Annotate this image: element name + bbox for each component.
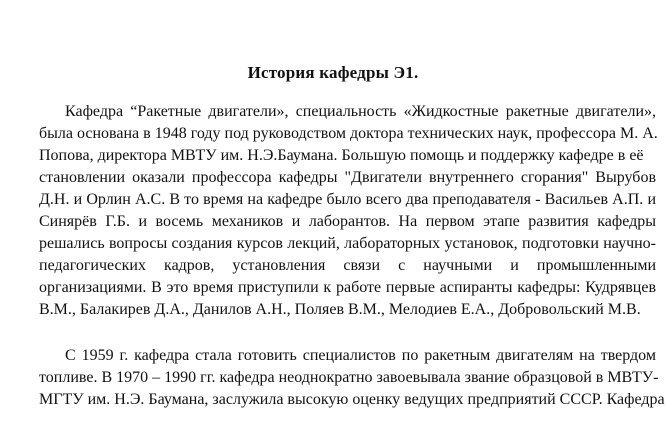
paragraph-2-line-1: С 1959 г. кафедра стала готовить специалистов по ракетным двигателям на твердом xyxy=(65,347,656,364)
paragraph-1-line-5: Д.Н. и Орлин А.С. В то время на кафедре было всего два преподавателя - Васильев А.П. и xyxy=(39,191,656,208)
paragraph-1-line-4: становлении оказали профессора кафедры "Двигатели внутреннего сгорания" Вырубов xyxy=(39,169,656,186)
paragraph-1-line-7: решались вопросы создания курсов лекций, лабораторных установок, подготовки научно- xyxy=(39,235,656,252)
paragraph-1-line-1: Кафедра “Ракетные двигатели», специальность «Жидкостные ракетные двигатели», xyxy=(65,103,656,120)
paragraph-1-line-6: Синярёв Г.Б. и восемь механиков и лаборантов. На первом этапе развития кафедры xyxy=(39,213,656,230)
paragraph-1-line-3: Попова, директора МВТУ им. Н.Э.Баумана. Большую помощь и поддержку кафедре в её xyxy=(39,147,644,164)
document-title: История кафедры Э1. xyxy=(247,63,419,82)
paragraph-1-line-8: педагогических кадров, установления связи с научными и промышленными xyxy=(39,257,656,274)
paragraph-1-line-9: организациями. В это время приступили к работе первые аспиранты кафедры: Кудрявцев xyxy=(39,279,656,296)
paragraph-1-line-2: была основана в 1948 году под руководством доктора технических наук, профессора М. А. xyxy=(39,125,658,142)
paragraph-2-line-3: МГТУ им. Н.Э. Баумана, заслужила высокую оценку ведущих предприятий СССР. Кафедра xyxy=(39,391,665,408)
paragraph-1-line-10: В.М., Балакирев Д.А., Данилов А.Н., Поляев В.М., Мелодиев Е.А., Добровольский М.В. xyxy=(39,301,641,318)
paragraph-2-line-2: топливе. В 1970 – 1990 гг. кафедра неоднократно завоевывала звание образцовой в МВТУ- xyxy=(39,369,659,386)
